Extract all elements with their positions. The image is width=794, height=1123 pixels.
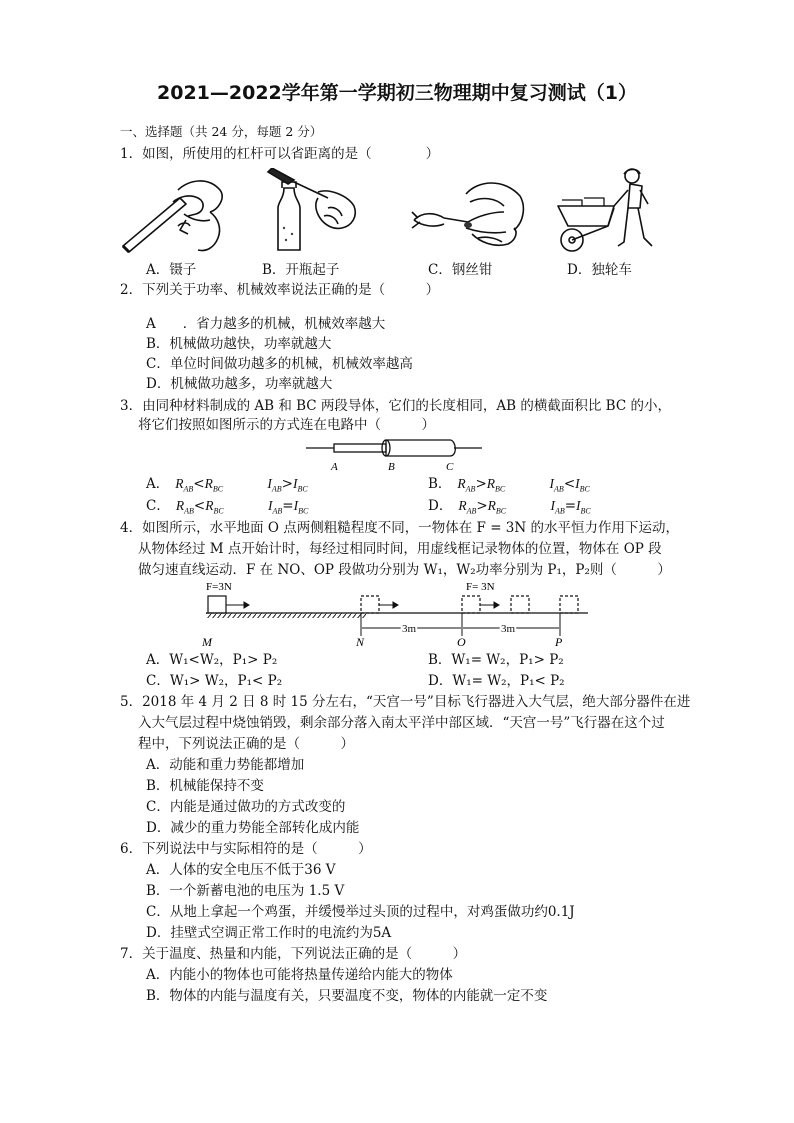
q3-option-d: D． $R_{AB}>R_{BC}$ $I_{AB}=I_{BC}$ (428, 498, 591, 516)
label-b: B (388, 461, 395, 473)
q1-option-c: C．钢丝钳 (428, 262, 493, 278)
label-c: C (446, 461, 454, 473)
q5-stem-line3: 程中，下列说法正确的是（ ） (138, 736, 354, 752)
section-heading: 一、选择题（共 24 分，每题 2 分） (120, 124, 323, 139)
force-label-1: F=3N (206, 581, 232, 593)
q6-option-d: D．挂壁式空调正常工作时的电流约为5A (146, 925, 392, 941)
q2-option-c: C．单位时间做功越多的机械，机械效率越高 (146, 356, 413, 372)
q3-stem-line2: 将它们按照如图所示的方式连在电路中（ ） (138, 417, 435, 433)
q2-option-a: A ．省力越多的机械，机械效率越大 (146, 316, 386, 332)
q6-option-c: C．从地上拿起一个鸡蛋，并缓慢举过头顶的过程中，对鸡蛋做功约0.1J (146, 904, 575, 920)
label-a: A (331, 461, 338, 473)
bottle-opener-figure (258, 168, 368, 256)
q7-stem: 7．关于温度、热量和内能，下列说法正确的是（ ） (120, 946, 467, 962)
q3-option-b: B． $R_{AB}>R_{BC}$ $I_{AB}<I_{BC}$ (428, 476, 590, 494)
q2-stem: 2．下列关于功率、机械效率说法正确的是（ ） (120, 282, 440, 298)
q5-option-b: B．机械能保持不变 (146, 778, 264, 794)
q6-stem: 6．下列说法中与实际相符的是（ ） (120, 841, 372, 857)
force-label-2: F= 3N (466, 581, 495, 593)
q5-stem-line2: 入大气层过程中烧蚀销毁，剩余部分落入南太平洋中部区域．“天宫一号”飞行器在这个过 (138, 715, 665, 731)
q4-option-a: A．W₁<W₂，P₁> P₂ (146, 652, 278, 668)
q6-option-b: B．一个新蓄电池的电压为 1.5 V (146, 883, 345, 899)
q4-option-b: B．W₁= W₂，P₁> P₂ (428, 652, 564, 668)
q5-option-a: A．动能和重力势能都增加 (146, 757, 305, 773)
q7-option-b: B．物体的内能与温度有关，只要温度不变，物体的内能就一定不变 (146, 988, 548, 1004)
q3-stem-line1: 3．由同种材料制成的 AB 和 BC 两段导体，它们的长度相同，AB 的横截面积比 BC 的小， (120, 398, 671, 414)
q4-stem-line3: 做匀速直线运动．F 在 NO、OP 段做功分别为 W₁，W₂功率分别为 P₁，P₂则（ ） (138, 562, 671, 578)
motion-figure (196, 578, 596, 650)
q4-stem-line1: 4．如图所示，水平地面 O 点两侧粗糙程度不同，一物体在 F = 3N 的水平恒力作用下运动， (120, 520, 679, 536)
q3-option-c: C． $R_{AB}<R_{BC}$ $I_{AB}=I_{BC}$ (146, 498, 309, 516)
q2-option-d: D．机械做功越多，功率就越大 (146, 376, 333, 392)
point-p: P (555, 635, 563, 649)
q1-option-b: B．开瓶起子 (262, 262, 340, 278)
q4-stem-line2: 从物体经过 M 点开始计时，每经过相同时间，用虚线框记录物体的位置，物体在 OP 段 (138, 541, 662, 557)
q7-option-a: A．内能小的物体也可能将热量传递给内能大的物体 (146, 967, 453, 983)
q4-option-d: D．W₁= W₂，P₁< P₂ (428, 673, 565, 689)
point-m: M (202, 635, 212, 649)
q1-stem: 1．如图，所使用的杠杆可以省距离的是（ ） (120, 146, 440, 162)
q4-option-c: C．W₁> W₂，P₁< P₂ (146, 673, 283, 689)
wheelbarrow-figure (552, 166, 667, 258)
point-o: O (457, 635, 466, 649)
distance-op: 3m (501, 623, 516, 635)
page-title: 2021—2022学年第一学期初三物理期中复习测试（1） (157, 82, 637, 104)
q1-option-a: A．镊子 (146, 262, 197, 278)
q6-option-a: A．人体的安全电压不低于36 V (146, 862, 336, 878)
q2-option-b: B．机械做功越快，功率就越大 (146, 336, 332, 352)
distance-no: 3m (402, 623, 417, 635)
q1-option-d: D．独轮车 (567, 262, 632, 278)
conductor-figure (300, 434, 490, 476)
point-n: N (356, 635, 365, 649)
tweezers-figure (118, 168, 233, 256)
q5-option-d: D．减少的重力势能全部转化成内能 (146, 820, 360, 836)
q5-option-c: C．内能是通过做功的方式改变的 (146, 799, 346, 815)
q5-stem-line1: 5．2018 年 4 月 2 日 8 时 15 分左右，“天宫一号”目标飞行器进入大气层，绝大部分器件在进 (120, 694, 691, 710)
q3-option-a: A． $R_{AB}<R_{BC}$ $I_{AB}>I_{BC}$ (146, 476, 308, 494)
pliers-figure (408, 172, 528, 256)
